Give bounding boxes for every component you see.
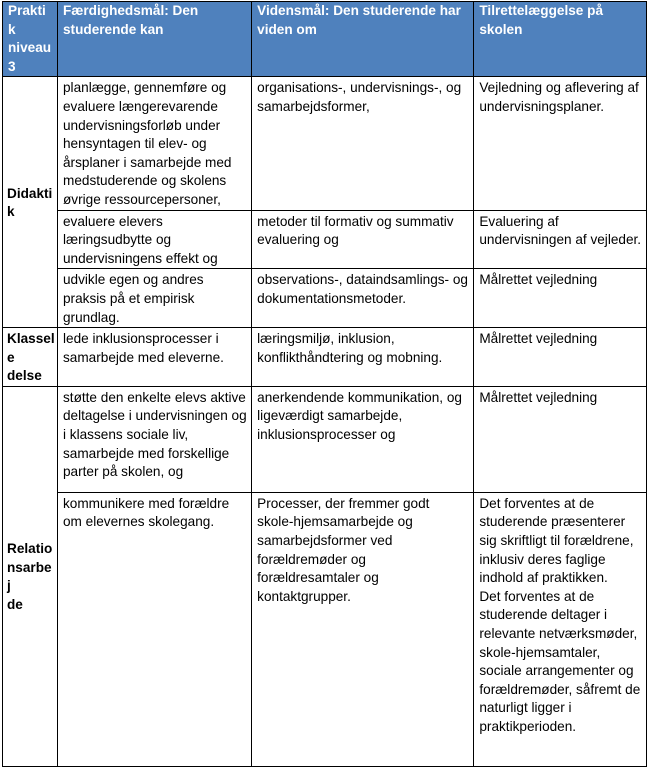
skill-cell: evaluere elevers læringsudbytte og undervisningens effekt og — [58, 210, 252, 269]
arrangement-cell — [474, 492, 647, 766]
table-row — [3, 328, 647, 387]
arrangement-cell: Vejledning og aflevering af undervisningsplaner. — [474, 77, 647, 210]
table-row — [3, 210, 647, 269]
knowledge-cell: Processer, der fremmer godt skole-hjemsamarbejde og samarbejdsformer ved forældremøder og forældresamtaler og kontaktgrupper. — [252, 492, 474, 766]
table-row — [3, 77, 647, 210]
arrangement-cell: Målrettet vejledning — [474, 328, 647, 387]
table-row — [3, 269, 647, 328]
knowledge-cell: læringsmiljø, inklusion, konflikthåndtering og mobning. — [252, 328, 474, 387]
arrangement-text: Det forventes at de studerende præsenterer sig skriftligt til forældrene, inklusiv deres faglige indhold af praktikken. Det forventes at de studerende deltager i relevante netværksmøder, skole-hjemsamtaler, sociale arrangementer og forældremøder, såfremt de naturligt ligger i praktikperioden. — [479, 495, 641, 734]
group-label-klasseledelse — [3, 328, 58, 387]
header-school-arrangement: Tilrettelæggelse på skolen — [474, 2, 647, 77]
group-label-relationsarbejde — [3, 386, 58, 766]
competency-table — [2, 1, 647, 767]
group-label-text: Klassele delse — [7, 331, 55, 384]
table-row — [3, 492, 647, 766]
knowledge-cell: observations-, dataindsamlings- og dokumentationsmetoder. — [252, 269, 474, 328]
knowledge-cell: organisations-, undervisnings-, og samarbejdsformer, — [252, 77, 474, 210]
header-skill-goals: Færdighedsmål: Den studerende kan — [58, 2, 252, 77]
knowledge-cell: anerkendende kommunikation, og ligeværdigt samarbejde, inklusionsprocesser og — [252, 386, 474, 492]
skill-cell: planlægge, gennemføre og evaluere længerevarende undervisningsforløb under hensyntagen til elev- og årsplaner i samarbejde med medstuderende og skolens øvrige ressourcepersoner, — [58, 77, 252, 210]
table-body — [3, 77, 647, 767]
arrangement-cell: Evaluering af undervisningen af vejleder. — [474, 210, 647, 269]
table-row — [3, 386, 647, 492]
group-label-text: Didakti k — [7, 185, 53, 220]
skill-cell: støtte den enkelte elevs aktive deltagelse i undervisningen og i klassens sociale liv, samarbejde med forskellige parter på skolen, og — [58, 386, 252, 492]
table-header — [3, 2, 647, 77]
group-label-didaktik — [3, 77, 58, 328]
group-label-text: Relatio nsarbej de — [7, 541, 53, 612]
header-level: Praktik niveau 3 — [3, 2, 58, 77]
skill-cell: udvikle egen og andres praksis på et empirisk grundlag. — [58, 269, 252, 328]
header-row — [3, 2, 647, 77]
arrangement-cell: Målrettet vejledning — [474, 386, 647, 492]
arrangement-cell: Målrettet vejledning — [474, 269, 647, 328]
header-knowledge-goals: Vidensmål: Den studerende har viden om — [252, 2, 474, 77]
knowledge-cell: metoder til formativ og summativ evaluering og — [252, 210, 474, 269]
skill-cell: kommunikere med forældre om elevernes skolegang. — [58, 492, 252, 766]
skill-cell: lede inklusionsprocesser i samarbejde med eleverne. — [58, 328, 252, 387]
